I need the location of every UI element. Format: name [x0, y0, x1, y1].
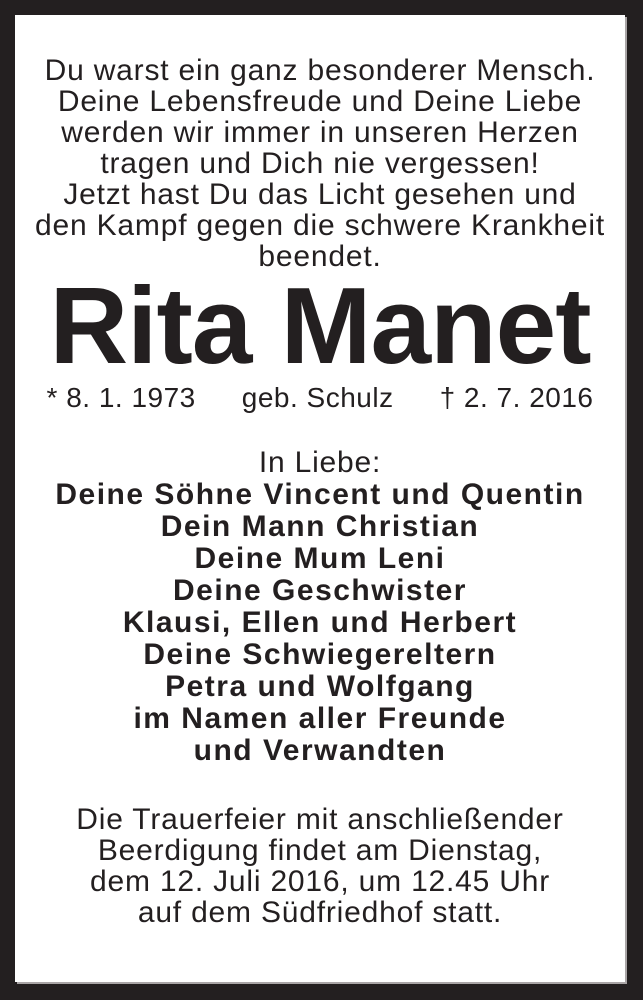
mourner-line: Deine Schwiegereltern: [143, 638, 497, 671]
mourner-line: Petra und Wolfgang: [165, 670, 475, 703]
mourner-line: Deine Söhne Vincent und Quentin: [55, 478, 585, 511]
death-date: † 2. 7. 2016: [439, 382, 594, 413]
mourners-block: [15, 447, 625, 767]
funeral-line: auf dem Südfriedhof statt.: [137, 896, 503, 929]
life-dates: [15, 383, 625, 413]
mourner-line: Deine Mum Leni: [194, 542, 446, 575]
mourner-line: Deine Geschwister: [173, 574, 467, 607]
mourner-line: Dein Mann Christian: [160, 510, 480, 543]
epitaph-line: tragen und Dich nie vergessen!: [100, 147, 540, 180]
epitaph-line: beendet.: [258, 240, 382, 273]
epitaph-line: Du warst ein ganz besonderer Mensch.: [44, 54, 596, 87]
funeral-line: Die Trauerfeier mit anschließender: [76, 803, 564, 836]
obituary-card: [15, 15, 625, 982]
epitaph-line: Jetzt hast Du das Licht gesehen und: [63, 178, 577, 211]
epitaph-line: den Kampf gegen die schwere Krankheit: [35, 209, 605, 242]
funeral-details: [15, 804, 625, 928]
maiden-name: geb. Schulz: [241, 382, 394, 413]
epitaph-line: werden wir immer in unseren Herzen: [61, 116, 579, 149]
mourner-line: im Namen aller Freunde: [133, 702, 507, 735]
epitaph-line: Deine Lebensfreude und Deine Liebe: [57, 85, 583, 118]
epitaph-text: [15, 55, 625, 272]
mourner-line: und Verwandten: [193, 734, 447, 767]
deceased-name: Rita Manet: [49, 265, 591, 387]
birth-date: * 8. 1. 1973: [46, 382, 196, 413]
funeral-line: Beerdigung findet am Dienstag,: [97, 834, 543, 867]
funeral-line: dem 12. Juli 2016, um 12.45 Uhr: [89, 865, 551, 898]
mourner-line: Klausi, Ellen und Herbert: [122, 606, 518, 639]
salutation: In Liebe:: [258, 446, 382, 479]
